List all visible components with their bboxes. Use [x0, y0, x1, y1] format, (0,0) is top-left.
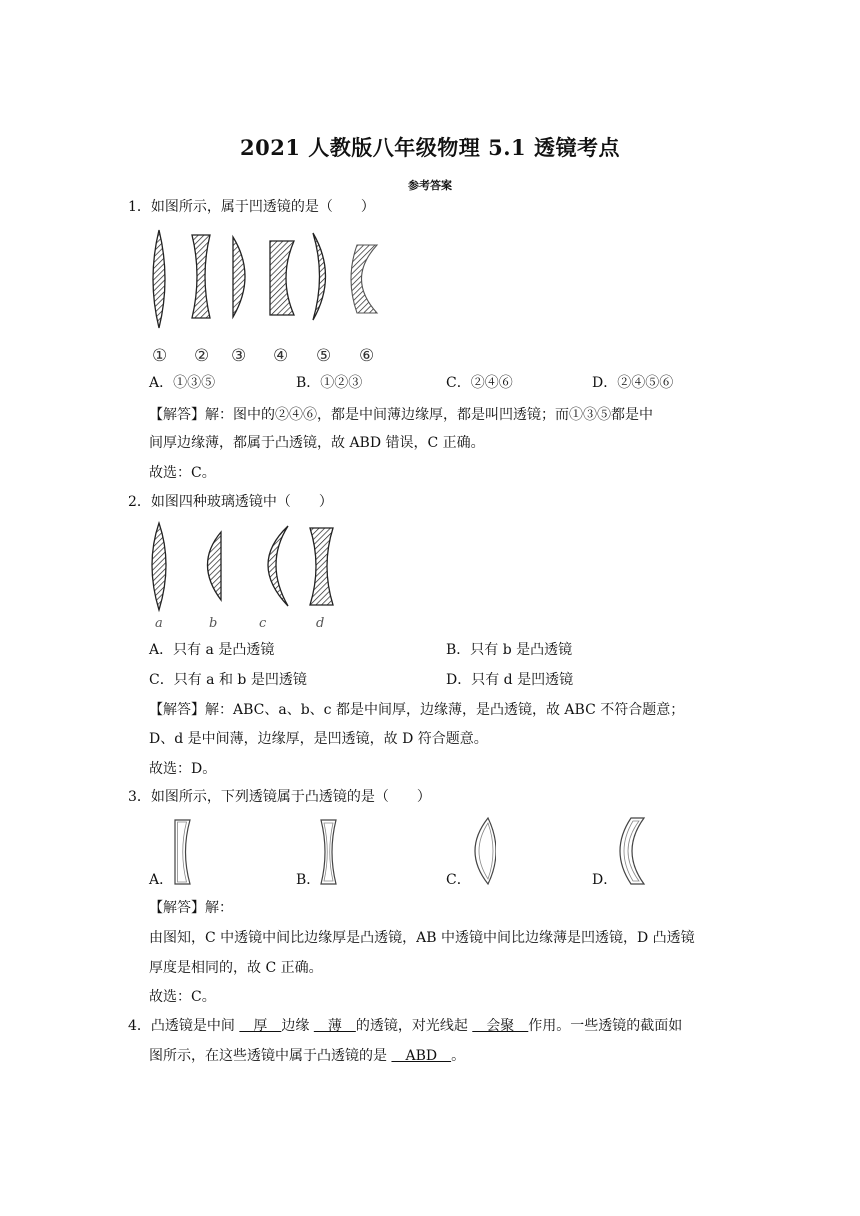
q4-text-pre: 4．凸透镜是中间 — [128, 1018, 235, 1034]
lens-1-biconvex — [153, 230, 165, 328]
q2-option-c: C．只有 a 和 b 是凹透镜 — [149, 672, 307, 688]
lens-6-meniscus — [351, 245, 377, 313]
q2-option-b: B．只有 b 是凸透镜 — [446, 642, 573, 658]
q1-label-5: ⑤ — [316, 346, 332, 365]
q1-lens-figure — [140, 225, 400, 365]
q1-option-d: D．②④⑤⑥ — [592, 375, 674, 391]
q3-choice: 故选：C。 — [149, 989, 216, 1005]
q2-label-a: a — [155, 616, 163, 631]
q1-choice: 故选：C。 — [149, 465, 216, 481]
q3-lens-c-meniscus — [470, 816, 496, 886]
q3-option-d: D． — [592, 872, 618, 888]
q3-lens-d-meniscus — [617, 816, 647, 886]
lens-2-biconcave — [192, 235, 210, 318]
lens-d-biconcave — [310, 528, 333, 605]
q4-blank-4: ABD — [391, 1048, 452, 1064]
page-subtitle: 参考答案 — [408, 179, 452, 192]
q1-label-2: ② — [194, 346, 210, 365]
q2-label-c: c — [259, 616, 267, 631]
q2-stem: 2．如图四种玻璃透镜中（ ） — [128, 494, 333, 510]
q3-lens-b-biconcave — [318, 818, 340, 886]
q4-line-1 — [128, 1016, 682, 1036]
q2-answer-line-1: 【解答】解：ABC、a、b、c 都是中间厚，边缘薄，是凸透镜，故 ABC 不符合题意； — [149, 702, 685, 718]
lens-b-planoconvex — [208, 532, 222, 600]
q2-option-d: D．只有 d 是凹透镜 — [446, 672, 574, 688]
q4-line-2 — [149, 1046, 465, 1066]
q2-lens-figure — [142, 518, 342, 632]
lens-5-meniscus — [313, 233, 326, 320]
q3-stem: 3．如图所示，下列透镜属于凸透镜的是（ ） — [128, 789, 431, 805]
q4-text-line2-post: 。 — [451, 1048, 466, 1064]
lens-4-planoconcave — [270, 241, 294, 315]
q4-text-line2-pre: 图所示，在这些透镜中属于凸透镜的是 — [149, 1048, 387, 1064]
q3-answer-line-2: 厚度是相同的，故 C 正确。 — [149, 960, 323, 976]
q1-label-4: ④ — [273, 346, 289, 365]
q4-text-mid-2: 的透镜，对光线起 — [355, 1018, 468, 1034]
q1-stem: 1．如图所示，属于凹透镜的是（ ） — [128, 199, 375, 215]
q3-option-a: A． — [149, 872, 174, 888]
q1-option-c: C．②④⑥ — [446, 375, 513, 391]
q3-answer-line-1: 由图知，C 中透镜中间比边缘厚是凸透镜，AB 中透镜中间比边缘薄是凹透镜，D 凸透镜 — [149, 930, 695, 946]
q4-blank-3: 会聚 — [472, 1018, 529, 1034]
q1-answer-line-1: 【解答】解：图中的②④⑥，都是中间薄边缘厚，都是叫凹透镜；而①③⑤都是中 — [149, 407, 653, 423]
page-title: 2021 人教版八年级物理 5.1 透镜考点 — [240, 135, 620, 160]
q4-text-post: 作用。一些透镜的截面如 — [528, 1018, 683, 1034]
q2-option-a: A．只有 a 是凸透镜 — [149, 642, 275, 658]
q4-text-mid-1: 边缘 — [281, 1018, 310, 1034]
q1-option-a: A．①③⑤ — [149, 375, 216, 391]
q1-option-b: B．①②③ — [296, 375, 363, 391]
q1-label-6: ⑥ — [359, 346, 375, 365]
lens-3-planoconvex — [233, 237, 245, 317]
q3-option-c: C． — [446, 872, 471, 888]
q2-label-b: b — [209, 616, 218, 631]
q2-answer-line-2: D、d 是中间薄，边缘厚，是凹透镜，故 D 符合题意。 — [149, 731, 488, 747]
q2-label-d: d — [316, 616, 325, 631]
q4-blank-1: 厚 — [239, 1018, 282, 1034]
q1-label-3: ③ — [231, 346, 247, 365]
q4-blank-2: 薄 — [313, 1018, 356, 1034]
lens-a-biconvex — [152, 523, 166, 610]
q3-option-b: B． — [296, 872, 321, 888]
q2-choice: 故选：D。 — [149, 761, 217, 777]
q3-answer-head: 【解答】解： — [149, 900, 233, 916]
q1-label-1: ① — [152, 346, 168, 365]
lens-c-meniscus — [268, 526, 288, 606]
q1-answer-line-2: 间厚边缘薄，都属于凸透镜，故 ABD 错误，C 正确。 — [149, 435, 485, 451]
q3-lens-a-planoconcave — [172, 818, 196, 886]
